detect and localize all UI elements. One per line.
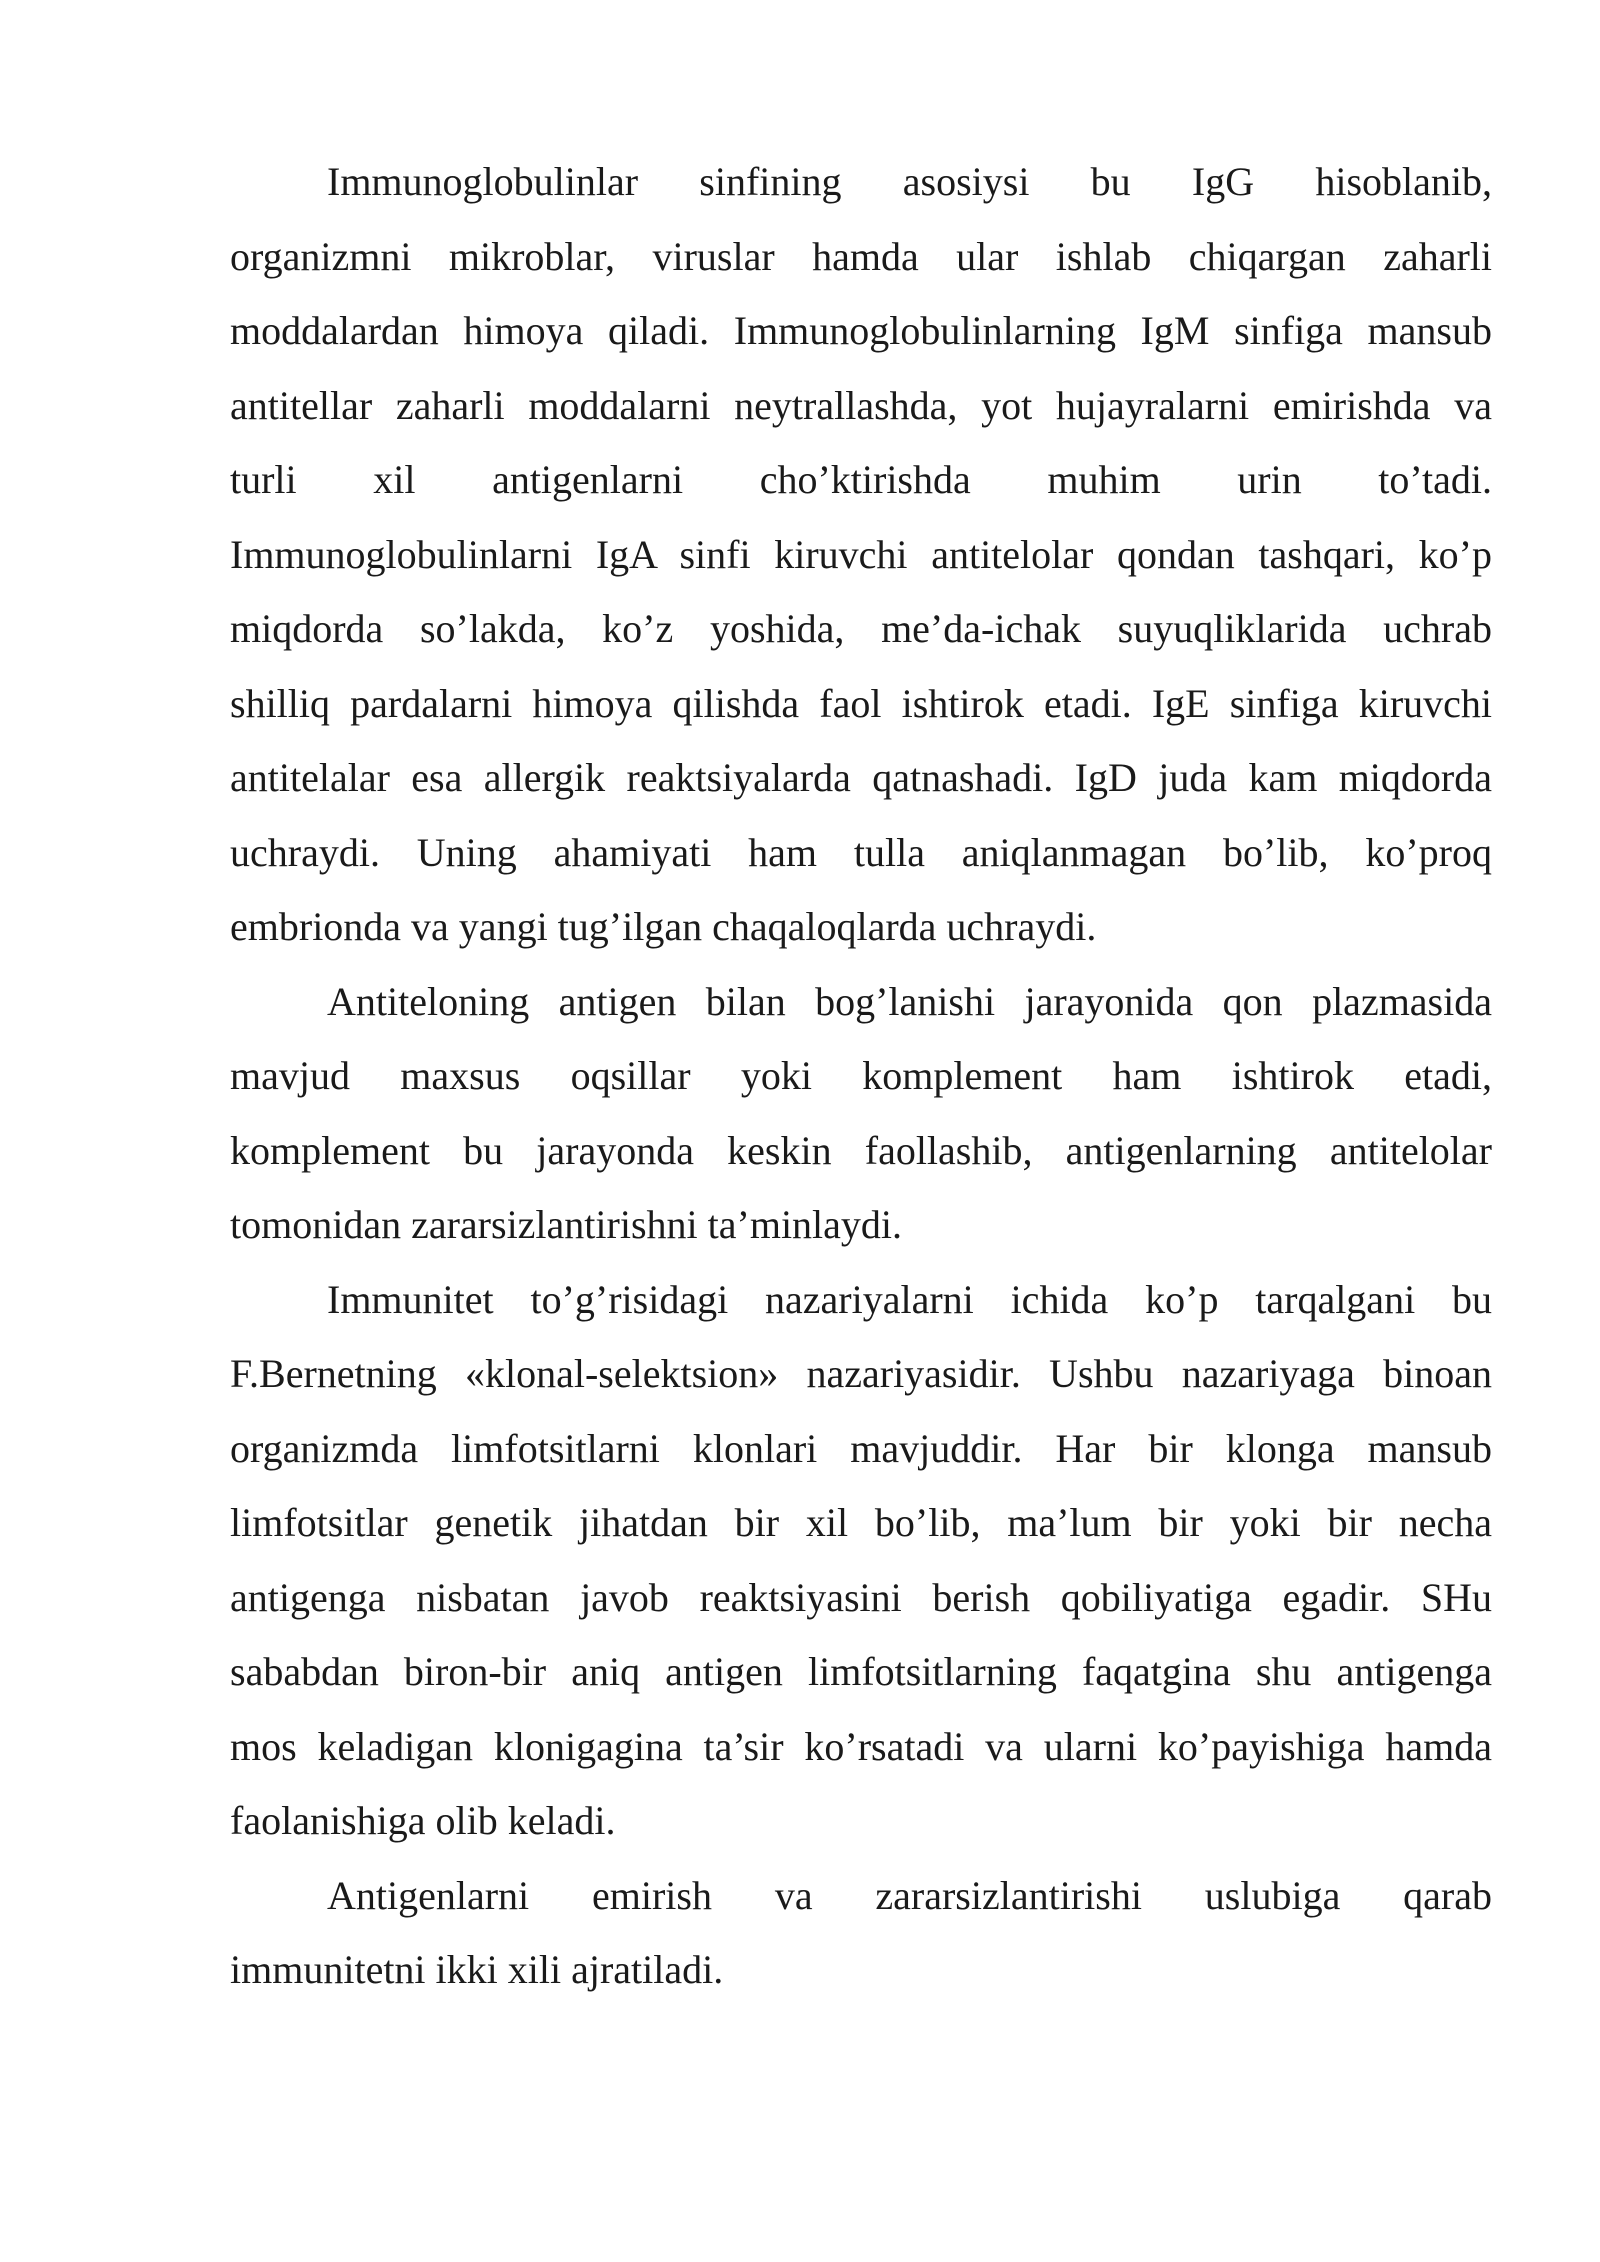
text-line: shilliq pardalarni himoya qilishda faol ishtirok etadi. IgE sinfiga kiruvchi (230, 680, 1492, 726)
text-line: turli xil antigenlarni cho’ktirishda muhim urin to’tadi. (230, 457, 1492, 502)
text-line: F.Bernetning «klonal-selektsion» nazariyasidir. Ushbu nazariyaga binoan (230, 1351, 1492, 1396)
text-line: organizmni mikroblar, viruslar hamda ular ishlab chiqargan zaharli (230, 233, 1492, 279)
text-line: antitellar zaharli moddalarni neytrallashda, yot hujayralarni emirishda va (230, 382, 1492, 428)
document-body (230, 145, 1492, 2008)
text-line: embrionda va yangi tug’ilgan chaqaloqlarda uchraydi. (230, 904, 1097, 949)
text-line: antigenga nisbatan javob reaktsiyasini berish qobiliyatiga egadir. SHu (230, 1574, 1492, 1620)
text-line: Immunitet to’g’risidagi nazariyalarni ichida ko’p tarqalgani bu (327, 1276, 1492, 1322)
text-line: mos keladigan klonigagina ta’sir ko’rsatadi va ularni ko’payishiga hamda (230, 1723, 1492, 1769)
text-line: organizmda limfotsitlarni klonlari mavjuddir. Har bir klonga mansub (230, 1425, 1492, 1471)
text-line: Antiteloning antigen bilan bog’lanishi jarayonida qon plazmasida (327, 978, 1492, 1024)
text-line: limfotsitlar genetik jihatdan bir xil bo’lib, ma’lum bir yoki bir necha (230, 1500, 1492, 1545)
text-line: Immunoglobulinlar sinfining asosiysi bu IgG hisoblanib, (327, 159, 1492, 204)
text-line: uchraydi. Uning ahamiyati ham tulla aniqlanmagan bo’lib, ko’proq (230, 829, 1492, 875)
text-line: immunitetni ikki xili ajratiladi. (230, 1947, 724, 1992)
paragraph-clonal-selection (230, 1263, 1492, 1859)
text-line: Antigenlarni emirish va zararsizlantirishi uslubiga qarab (327, 1872, 1492, 1918)
text-line: mavjud maxsus oqsillar yoki komplement ham ishtirok etadi, (230, 1053, 1492, 1098)
text-line: faolanishiga olib keladi. (230, 1798, 616, 1843)
text-line: moddalardan himoya qiladi. Immunoglobulinlarning IgM sinfiga mansub (230, 308, 1492, 353)
text-line: antitelalar esa allergik reaktsiyalarda qatnashadi. IgD juda kam miqdorda (230, 755, 1492, 800)
text-line: sababdan biron-bir aniq antigen limfotsitlarning faqatgina shu antigenga (230, 1649, 1492, 1694)
paragraph-immunity-types (230, 1859, 1492, 2008)
text-line: miqdorda so’lakda, ko’z yoshida, me’da-ichak suyuqliklarida uchrab (230, 606, 1492, 651)
text-line: Immunoglobulinlarni IgA sinfi kiruvchi antitelolar qondan tashqari, ko’p (230, 531, 1492, 577)
paragraph-immunoglobulin-classes (230, 145, 1492, 965)
text-line: tomonidan zararsizlantirishni ta’minlaydi. (230, 1202, 903, 1247)
text-line: komplement bu jarayonda keskin faollashib, antigenlarning antitelolar (230, 1127, 1492, 1173)
paragraph-complement (230, 965, 1492, 1263)
